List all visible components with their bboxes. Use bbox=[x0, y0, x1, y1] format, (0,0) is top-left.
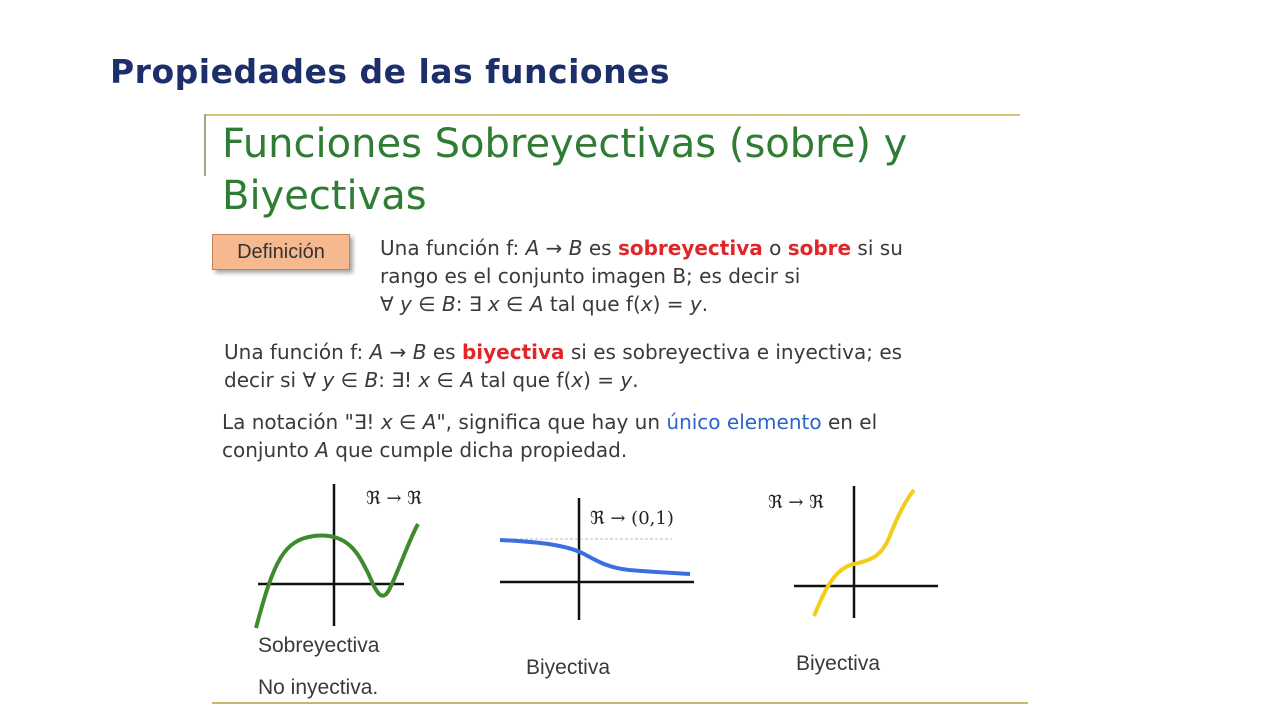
term-sobreyectiva: sobreyectiva bbox=[617, 236, 763, 260]
top-rule bbox=[204, 114, 1020, 116]
graph-2-label: ℜ → (0,1) bbox=[590, 508, 674, 529]
definition-line-1: Una función f: A → B es sobreyectiva o sobre si su bbox=[380, 236, 903, 260]
caption-biyectiva-2: Biyectiva bbox=[796, 652, 881, 675]
heading-line-2: Biyectivas bbox=[222, 173, 427, 219]
bottom-rule bbox=[212, 702, 1028, 704]
term-unico-elemento: único elemento bbox=[666, 410, 822, 434]
slide-title: Propiedades de las funciones bbox=[110, 52, 671, 91]
definition-badge: Definición bbox=[212, 234, 350, 270]
caption-biyectiva-1: Biyectiva bbox=[526, 656, 611, 679]
notacion-line-1: La notación "∃! x ∈ A", significa que hay un único elemento en el bbox=[222, 410, 878, 434]
caption-sobreyectiva: Sobreyectiva bbox=[258, 634, 380, 657]
term-biyectiva: biyectiva bbox=[461, 340, 565, 364]
content-panel bbox=[204, 114, 1028, 706]
biyectiva-line-1: Una función f: A → B es biyectiva si es sobreyectiva e inyectiva; es bbox=[224, 340, 903, 364]
curve-yellow bbox=[814, 490, 914, 616]
notacion-line-2: conjunto A que cumple dicha propiedad. bbox=[222, 438, 628, 462]
graph-sobreyectiva bbox=[254, 480, 484, 640]
caption-no-inyectiva: No inyectiva. bbox=[258, 676, 379, 699]
graph-1-label: ℜ → ℜ bbox=[366, 488, 422, 509]
graph-3-label: ℜ → ℜ bbox=[768, 492, 824, 513]
graph-biyectiva-sigmoid bbox=[494, 494, 724, 634]
definition-line-2: rango es el conjunto imagen B; es decir si bbox=[380, 264, 801, 288]
curve-green bbox=[256, 524, 418, 628]
section-heading bbox=[222, 118, 1012, 222]
definition-line-3: ∀ y ∈ B: ∃ x ∈ A tal que f(x) = y. bbox=[380, 292, 709, 316]
curve-blue bbox=[500, 540, 690, 574]
graph-biyectiva-cubic bbox=[764, 482, 954, 632]
term-sobre: sobre bbox=[787, 236, 852, 260]
left-rule bbox=[204, 114, 206, 176]
biyectiva-line-2: decir si ∀ y ∈ B: ∃! x ∈ A tal que f(x) = y. bbox=[224, 368, 639, 392]
heading-line-1: Funciones Sobreyectivas (sobre) y bbox=[222, 121, 908, 167]
